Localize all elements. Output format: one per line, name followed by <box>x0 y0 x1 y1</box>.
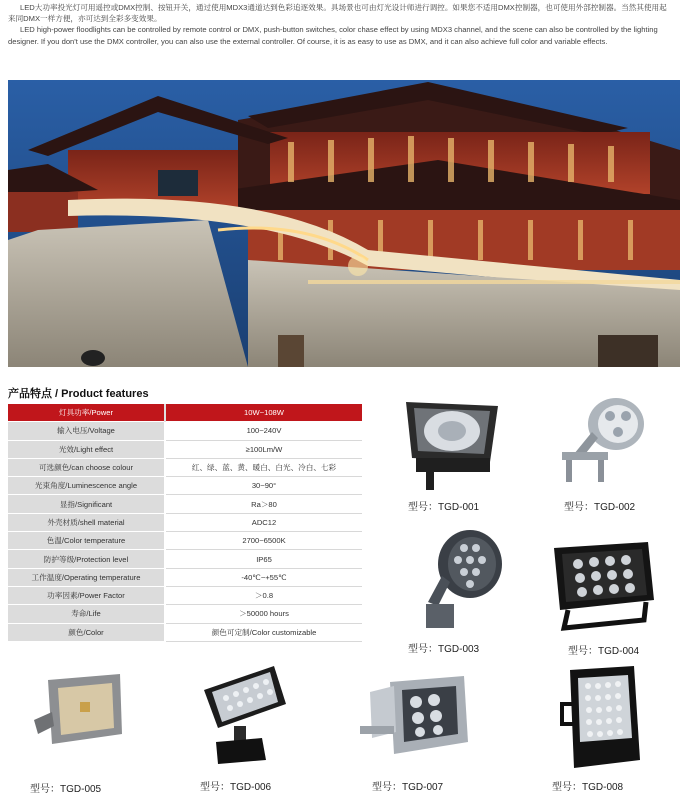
product-model-label: 型号：TGD-008 <box>552 782 624 793</box>
spec-label: 寿命/Life <box>8 605 165 623</box>
spec-label: 颜色/Color <box>8 623 165 641</box>
spec-row <box>8 458 362 476</box>
intro-chinese: LED大功率投光灯可用遥控或DMX控制、按钮开关，通过使用MDX3通道达到色彩追逐效果。具场景也可由灯光设计师进行调控。如果您不适用DMX控制器，也可使用外部控制器。当然其使用起来同DMX一样方便，亦可达到全彩多变效果。 <box>8 3 667 24</box>
spec-label: 工作温度/Operating temperature <box>8 568 165 586</box>
spec-row <box>8 586 362 604</box>
spec-value: ＞50000 hours <box>165 605 362 623</box>
intro-english: LED high-power floodlights can be controlled by remote control or DMX, push-button switches, color chase effect by using MDX3 channel, and the scene can also be controlled by the lighting designer. If you don't use the DMX controller, you can also use the external controller. Of course, it is as easy to use as DMX, and it can also achieve full color and variable effects. <box>8 25 658 46</box>
product-model-label: 型号：TGD-003 <box>408 644 480 655</box>
spec-label: 光效/Light effect <box>8 440 165 458</box>
product-tgd-008 <box>552 664 648 793</box>
product-model-label: 型号：TGD-004 <box>568 646 640 657</box>
spec-value: -40℃~+55℃ <box>165 568 362 586</box>
spec-row <box>8 422 362 440</box>
spec-label: 光束角度/Luminescence angle <box>8 477 165 495</box>
spec-value: ＞0.8 <box>165 586 362 604</box>
spec-row <box>8 605 362 623</box>
product-model-label: 型号：TGD-005 <box>30 784 102 795</box>
spec-row <box>8 495 362 513</box>
spec-row <box>8 404 362 422</box>
spec-label: 显指/Significant <box>8 495 165 513</box>
spec-value: 30~90° <box>165 477 362 495</box>
product-tgd-001 <box>398 392 508 513</box>
spec-label: 可选颜色/can choose colour <box>8 458 165 476</box>
product-tgd-006 <box>200 664 290 793</box>
spec-value: 红、绿、蓝、黄、暖白、白光、冷白、七彩 <box>165 458 362 476</box>
spec-label: 输入电压/Voltage <box>8 422 165 440</box>
spec-value: IP65 <box>165 550 362 568</box>
spec-value: ≥100Lm/W <box>165 440 362 458</box>
product-model-label: 型号：TGD-006 <box>200 782 272 793</box>
spec-value: 100~240V <box>165 422 362 440</box>
spec-value: 颜色可定制/Color customizable <box>165 623 362 641</box>
spec-label: 功率因素/Power Factor <box>8 586 165 604</box>
spec-row <box>8 623 362 641</box>
spec-row <box>8 477 362 495</box>
product-tgd-005 <box>30 672 130 795</box>
product-model-label: 型号：TGD-002 <box>564 502 636 513</box>
spec-value: 10W~108W <box>165 404 362 422</box>
spec-label: 外壳材质/shell material <box>8 513 165 531</box>
product-tgd-003 <box>408 526 508 655</box>
spec-row <box>8 550 362 568</box>
spec-value: ADC12 <box>165 513 362 531</box>
spec-row <box>8 513 362 531</box>
product-model-label: 型号：TGD-007 <box>372 782 444 793</box>
hero-photo-palace-night <box>8 80 680 367</box>
spec-label: 防护等级/Protection level <box>8 550 165 568</box>
spec-label: 灯具功率/Power <box>8 404 165 422</box>
product-tgd-007 <box>360 672 470 793</box>
spec-label: 色温/Color temperature <box>8 532 165 550</box>
product-tgd-002 <box>552 394 652 513</box>
product-tgd-004 <box>548 540 660 657</box>
specs-table <box>8 404 362 642</box>
spec-value: Ra＞80 <box>165 495 362 513</box>
product-model-label: 型号：TGD-001 <box>408 502 480 513</box>
spec-row <box>8 532 362 550</box>
spec-value: 2700~6500K <box>165 532 362 550</box>
spec-row <box>8 440 362 458</box>
section-title: 产品特点 / Product features <box>8 388 149 400</box>
spec-row <box>8 568 362 586</box>
intro-text <box>8 2 674 47</box>
